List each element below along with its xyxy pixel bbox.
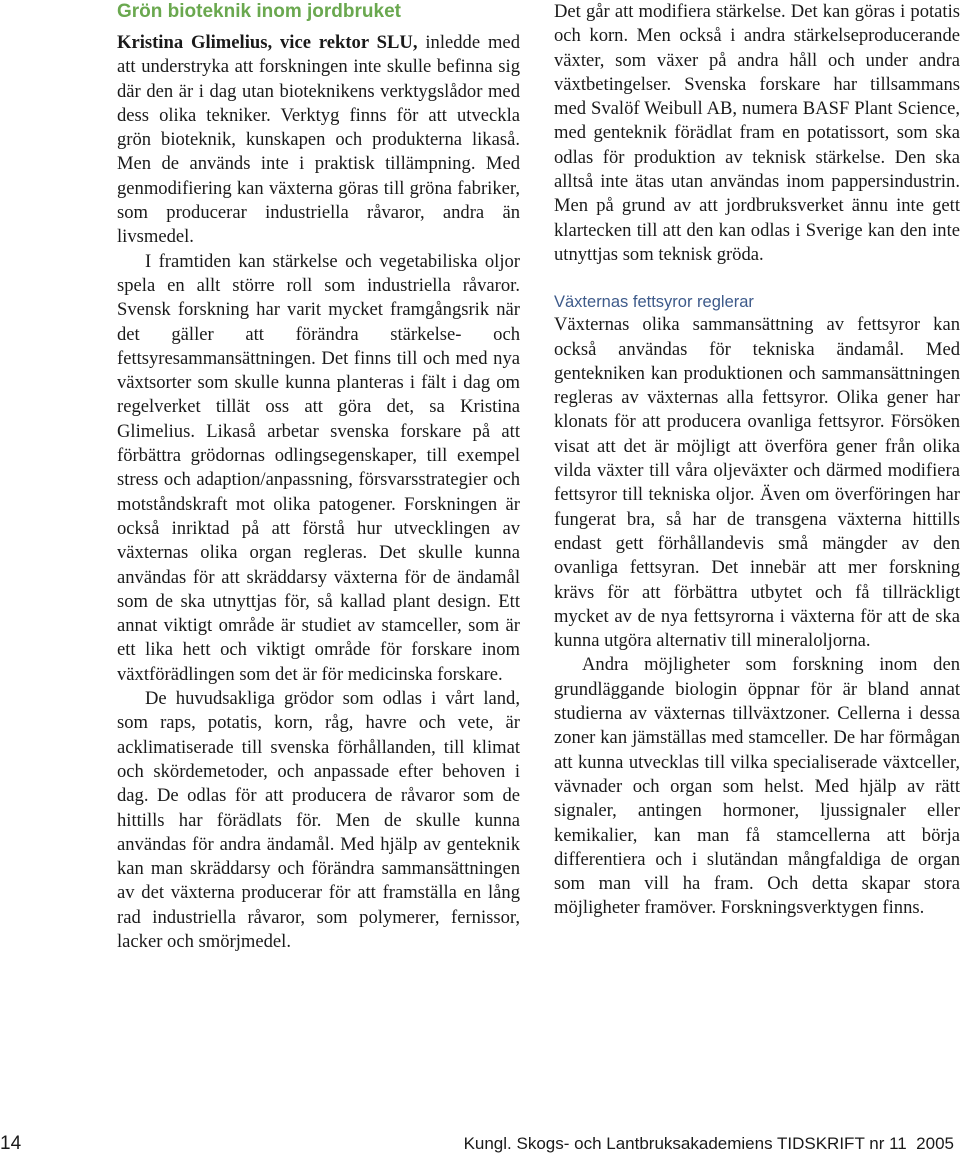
lead-byline: Kristina Glimelius, vice rektor SLU, [117,32,418,53]
page-number: 14 [0,1133,22,1154]
journal-footer: Kungl. Skogs- och Lantbruksakademiens TIDSKRIFT nr 11 2005 [463,1134,954,1153]
paragraph-intro-text: inledde med att understryka att forskningen inte skulle befinna sig där den är i dag utan bioteknikens verktygslådor med dess olika tekniker. Verktyg finns för att utveckla grön bioteknik, kunskapen och produkterna likaså. Men de används inte i praktisk tillämpning. Med genmodifiering kan växterna göras till gröna fabriker, som producerar industriella råvaror, andra än livsmedel. [117,32,520,248]
paragraph-starch: Det går att modifiera stärkelse. Det kan göras i potatis och korn. Men också i andra stärkelseproducerande växter, som växer på andra håll och under andra växtbetingelser. Svenska forskare har tillsammans med Svalöf Weibull AB, numera BASF Plant Science, med genteknik förädlat fram en potatissort, som ska odlas för produktion av teknisk stärkelse. Den ska alltså inte ätas utan användas inom pappersindustrin. Men på grund av att jordbruksverket ännu inte gett klartecken till att den kan odlas i Sverige kan den inte utnyttjas som teknisk gröda. [554,1,960,265]
paragraph-research: I framtiden kan stärkelse och vegetabiliska oljor spela en allt större roll som industriella råvaror. Svensk forskning har varit mycket framgångsrik när det gäller att förändra stärkelse- och fettsyresammansättningen. Det finns till och med nya växtsorter som skulle kunna planteras i fält i dag om regelverket tillät oss att göra det, sa Kristina Glimelius. Likaså arbetar svenska forskare på att förbättra grödornas odlingsegenskaper, till exempel stress och adaption/anpassning, försvarsstrategier och motståndskraft mot olika patogener. Forskningen är också inriktad på att förstå hur utvecklingen av växternas olika organ regleras. Det skulle kunna användas för att skräddarsy växterna för de ändamål som de ska utnyttjas för, så kallad plant design. Ett annat viktigt område är studiet av stamceller, som är ett lika hett och viktigt område för forskare inom växtförädlingen som det är för medicinska forskare. [117,250,520,685]
paragraph-growth-zones: Andra möjligheter som forskning inom den grundläggande biologin öppnar för är bland annat studierna av växternas tillväxtzoner. Cellerna i dessa zoner kan jämställas med stamceller. De har förmågan att kunna utvecklas till vilka specialiserade växtceller, vävnader och organ som helst. Med hjälp av rätt signaler, antingen hormoner, ljussignaler eller kemikalier, kan man få stamcellerna att börja differentiera och i slutändan mångfaldiga de organ som man vill ha fram. Och detta skapar stora möjligheter framöver. Forskningsverktygen finns. [554,654,960,919]
left-column [117,0,520,954]
article-heading: Grön bioteknik inom jordbruket [117,1,401,22]
paragraph-fatty-acids: Växternas olika sammansättning av fettsyror kan också användas för tekniska ändamål. Med gentekniken kan produktionen och sammansättningen regleras av växternas alla fettsyror. Olika gener har klonats för att producera ovanliga fettsyror. Försöken visat att det är möjligt att överföra gener från olika vilda växter till våra oljeväxter och därmed modifiera fettsyror till tekniska oljor. Även om överföringen har fungerat bra, så har de transgena växterna hittills endast gett förhållandevis små mängder av den ovanliga fettsyran. Det innebär att mer forskning krävs för att förbättra utbytet och få tillräckligt mycket av de nya fettsyrorna i växterna för att de ska kunna utgöra alternativ till mineraloljorna. [554,314,960,652]
subheading-fatty-acids: Växternas fettsyror reglerar [554,293,754,312]
right-column [554,0,960,921]
paragraph-crops: De huvudsakliga grödor som odlas i vårt land, som raps, potatis, korn, råg, havre och vete, är acklimatiserade till svenska förhållanden, till klimat och skördemetoder, och anpassade efter behoven i dag. De odlas för att producera de råvaror som de hittills har förädlats för. Men de skulle kunna användas för andra ändamål. Med hjälp av genteknik kan man skräddarsy och förändra sammansättningen av det växterna producerar för att framställa en lång rad industriella råvaror, som polymerer, fernissor, lacker och smörjmedel. [117,688,520,952]
paragraph-intro [117,31,520,250]
